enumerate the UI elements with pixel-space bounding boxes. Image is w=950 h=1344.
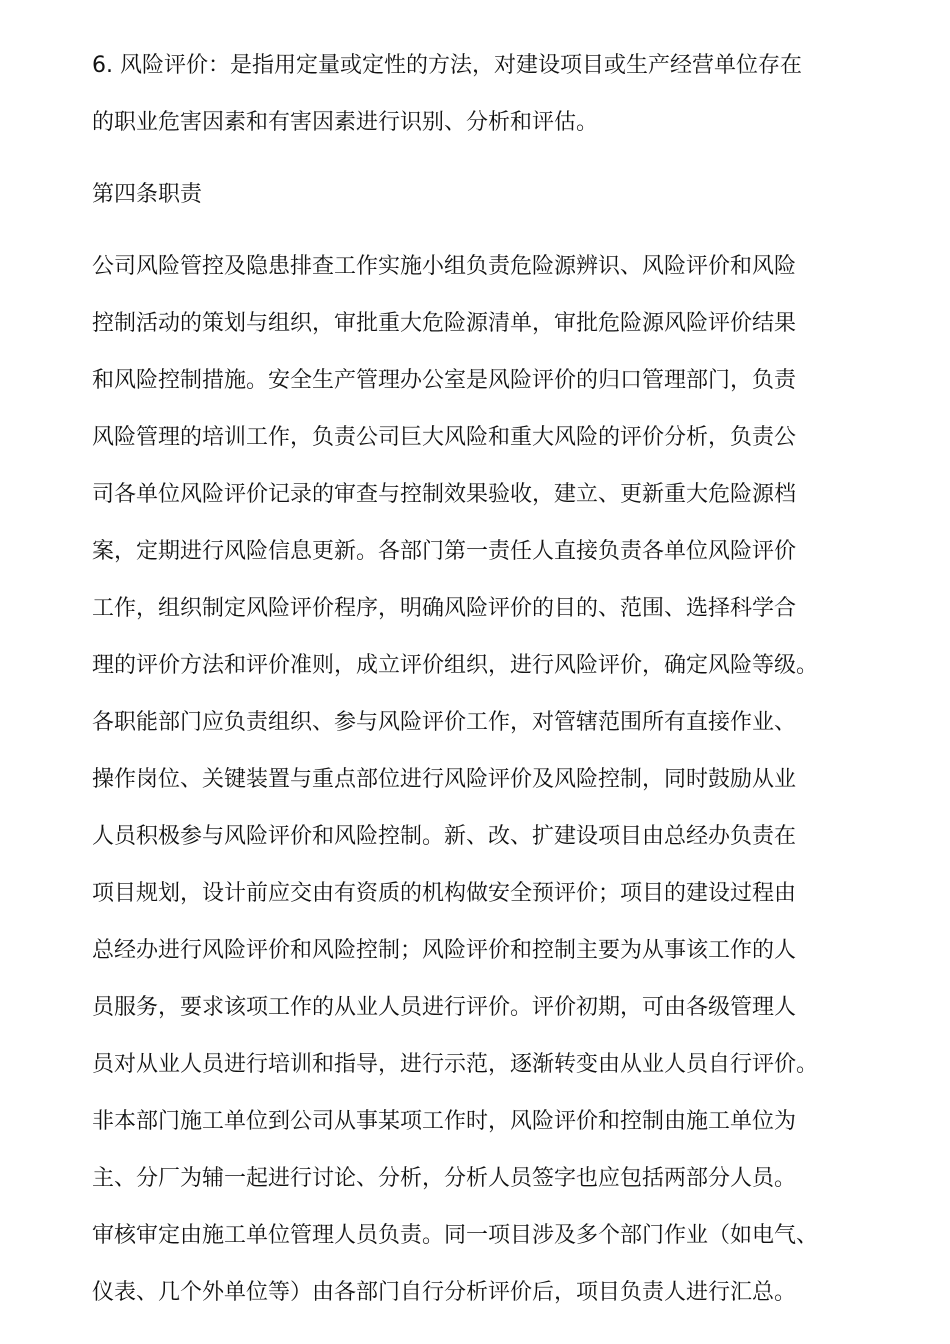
text-line: 司各单位风险评价记录的审查与控制效果验收，建立、更新重大危险源档 xyxy=(92,482,797,507)
paragraph-gap xyxy=(92,151,872,166)
text-line: 审核审定由施工单位管理人员负责。同一项目涉及多个部门作业（如电气、 xyxy=(92,1223,819,1248)
document-page xyxy=(92,37,872,1321)
text-line: 人员积极参与风险评价和风险控制。新、改、扩建设项目由总经办负责在 xyxy=(92,824,797,849)
text-line: 和风险控制措施。安全生产管理办公室是风险评价的归口管理部门，负责 xyxy=(92,368,797,393)
text-line: 工作，组织制定风险评价程序，明确风险评价的目的、范围、选择科学合 xyxy=(92,596,797,621)
section-heading: 第四条职责 xyxy=(92,182,203,207)
text-line: 仪表、几个外单位等）由各部门自行分析评价后，项目负责人进行汇总。 xyxy=(92,1280,797,1305)
text-line: 总经办进行风险评价和风险控制；风险评价和控制主要为从事该工作的人 xyxy=(92,938,797,963)
text-line: 风险管理的培训工作，负责公司巨大风险和重大风险的评价分析，负责公 xyxy=(92,425,797,450)
text-line: 非本部门施工单位到公司从事某项工作时，风险评价和控制由施工单位为 xyxy=(92,1109,797,1134)
text-line: 控制活动的策划与组织，审批重大危险源清单，审批危险源风险评价结果 xyxy=(92,311,797,336)
paragraph-gap xyxy=(92,223,872,238)
paragraph-risk-evaluation-definition xyxy=(92,37,872,151)
text-line: 员对从业人员进行培训和指导，进行示范，逐渐转变由从业人员自行评价。 xyxy=(92,1052,819,1077)
text-line: 员服务，要求该项工作的从业人员进行评价。评价初期，可由各级管理人 xyxy=(92,995,797,1020)
text-line: 案，定期进行风险信息更新。各部门第一责任人直接负责各单位风险评价 xyxy=(92,539,797,564)
section-heading-article-four xyxy=(92,166,872,223)
text-line: 主、分厂为辅一起进行讨论、分析，分析人员签字也应包括两部分人员。 xyxy=(92,1166,797,1191)
text-line: 的职业危害因素和有害因素进行识别、分析和评估。 xyxy=(92,110,599,135)
text-line: 理的评价方法和评价准则，成立评价组织，进行风险评价，确定风险等级。 xyxy=(92,653,819,678)
paragraph-responsibilities xyxy=(92,238,872,1321)
text-line: 公司风险管控及隐患排查工作实施小组负责危险源辨识、风险评价和风险 xyxy=(92,254,797,279)
text-line: 6. 风险评价：是指用定量或定性的方法，对建设项目或生产经营单位存在 xyxy=(92,53,802,78)
text-line: 项目规划，设计前应交由有资质的机构做安全预评价；项目的建设过程由 xyxy=(92,881,797,906)
text-line: 操作岗位、关键装置与重点部位进行风险评价及风险控制，同时鼓励从业 xyxy=(92,767,797,792)
text-line: 各职能部门应负责组织、参与风险评价工作，对管辖范围所有直接作业、 xyxy=(92,710,797,735)
